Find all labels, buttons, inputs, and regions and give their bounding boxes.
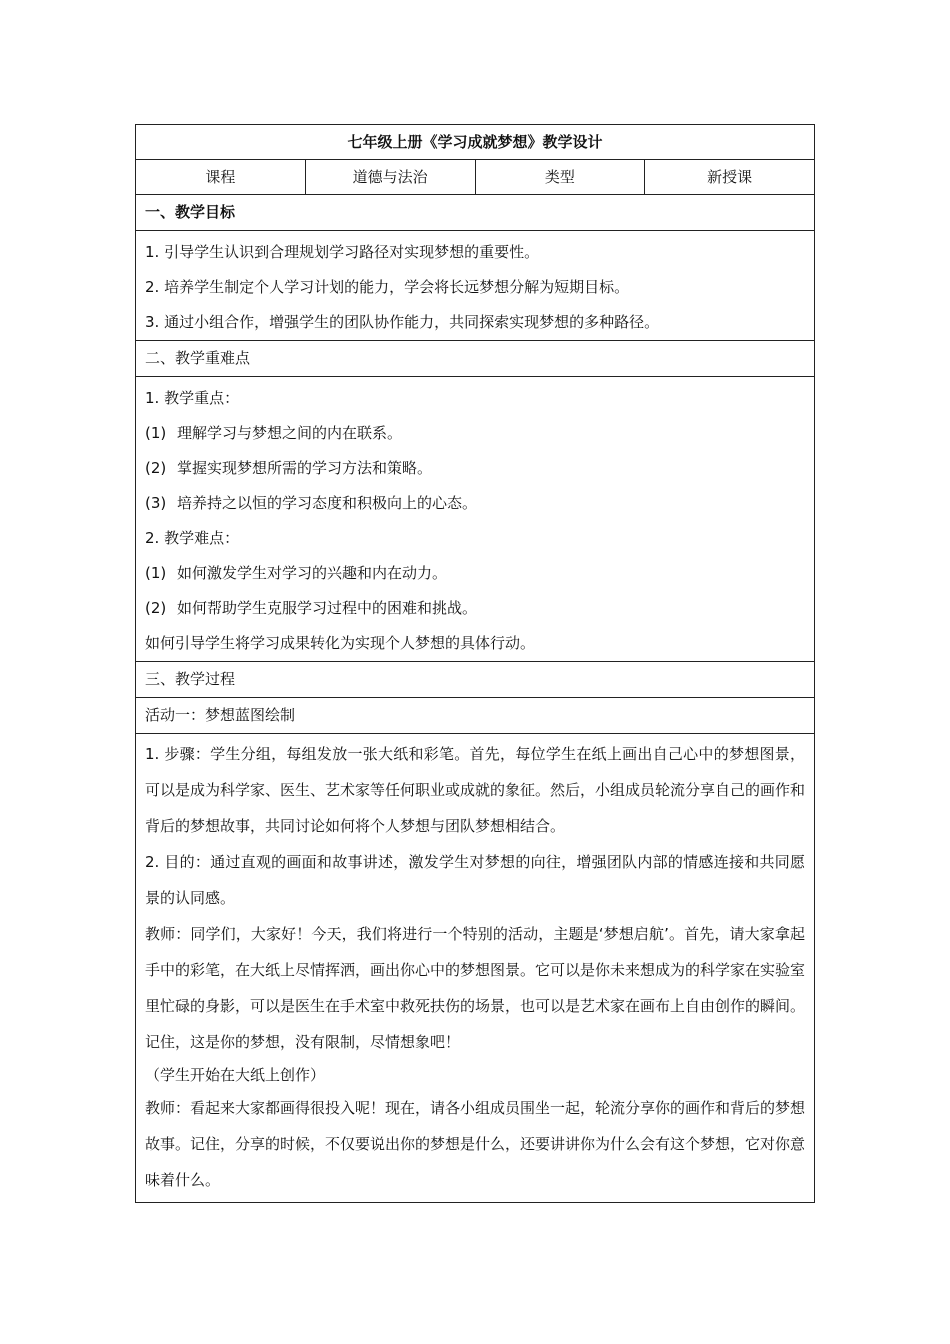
difficulty-extra: 如何引导学生将学习成果转化为实现个人梦想的具体行动。 [145, 634, 536, 652]
key-points-heading: 二、教学重难点 [136, 341, 814, 377]
objective-item: 1. 引导学生认识到合理规划学习路径对实现梦想的重要性。 [145, 243, 540, 261]
difficulty-item [145, 556, 805, 591]
item-text: 理解学习与梦想之间的内在联系。 [177, 424, 403, 442]
focus-item [145, 451, 805, 486]
item-text: 掌握实现梦想所需的学习方法和策略。 [177, 459, 433, 477]
course-info-row [136, 160, 814, 195]
course-label: 课程 [136, 160, 306, 194]
type-value: 新授课 [707, 168, 753, 186]
student-note: （学生开始在大纸上创作） [145, 1066, 326, 1084]
process-heading: 三、教学过程 [136, 662, 814, 698]
activity-purpose: 2. 目的：通过直观的画面和故事讲述，激发学生对梦想的向往，增强团队内部的情感连接和共同愿景的认同感。 [145, 853, 805, 907]
item-text: 培养持之以恒的学习态度和积极向上的心态。 [177, 494, 478, 512]
item-number: (2) [145, 459, 167, 477]
activity-steps: 1. 步骤：学生分组，每组发放一张大纸和彩笔。首先，每位学生在纸上画出自己心中的梦想图景，可以是成为科学家、医生、艺术家等任何职业或成就的象征。然后，小组成员轮流分享自己的画作和背后的梦想故事，共同讨论如何将个人梦想与团队梦想相结合。 [145, 745, 806, 835]
objectives-heading: 一、教学目标 [136, 195, 814, 231]
objective-item: 3. 通过小组合作，增强学生的团队协作能力，共同探索实现梦想的多种路径。 [145, 313, 660, 331]
key-points-body [136, 377, 814, 662]
item-text: 如何帮助学生克服学习过程中的困难和挑战。 [177, 599, 478, 617]
objectives-body [136, 231, 814, 341]
focus-item [145, 416, 805, 451]
teacher-speech: 教师：同学们，大家好！今天，我们将进行一个特别的活动，主题是‘梦想启航’。首先，请大家拿起手中的彩笔，在大纸上尽情挥洒，画出你心中的梦想图景。它可以是你未来想成为的科学家在实验室里忙碌的身影，可以是医生在手术室中救死扶伤的场景，也可以是艺术家在画布上自由创作的瞬间。记住，这是你的梦想，没有限制，尽情想象吧！ [145, 925, 806, 1051]
lesson-plan-table [135, 124, 815, 1203]
objective-item: 2. 培养学生制定个人学习计划的能力，学会将长远梦想分解为短期目标。 [145, 278, 630, 296]
item-number: (2) [145, 599, 167, 617]
course-value: 道德与法治 [306, 160, 476, 194]
difficulty-title: 2. 教学难点： [145, 529, 240, 547]
item-number: (1) [145, 564, 167, 582]
document-title: 七年级上册《学习成就梦想》教学设计 [136, 125, 814, 160]
item-number: (3) [145, 494, 167, 512]
focus-item [145, 486, 805, 521]
process-body [136, 734, 814, 1202]
difficulty-item [145, 591, 805, 626]
type-label: 类型 [476, 160, 646, 194]
activity-title: 活动一：梦想蓝图绘制 [136, 698, 814, 734]
teacher-speech: 教师：看起来大家都画得很投入呢！现在，请各小组成员围坐一起，轮流分享你的画作和背后的梦想故事。记住，分享的时候，不仅要说出你的梦想是什么，还要讲讲你为什么会有这个梦想，它对你意味着什么。 [145, 1099, 806, 1189]
focus-title: 1. 教学重点： [145, 389, 240, 407]
item-text: 如何激发学生对学习的兴趣和内在动力。 [177, 564, 448, 582]
item-number: (1) [145, 424, 167, 442]
